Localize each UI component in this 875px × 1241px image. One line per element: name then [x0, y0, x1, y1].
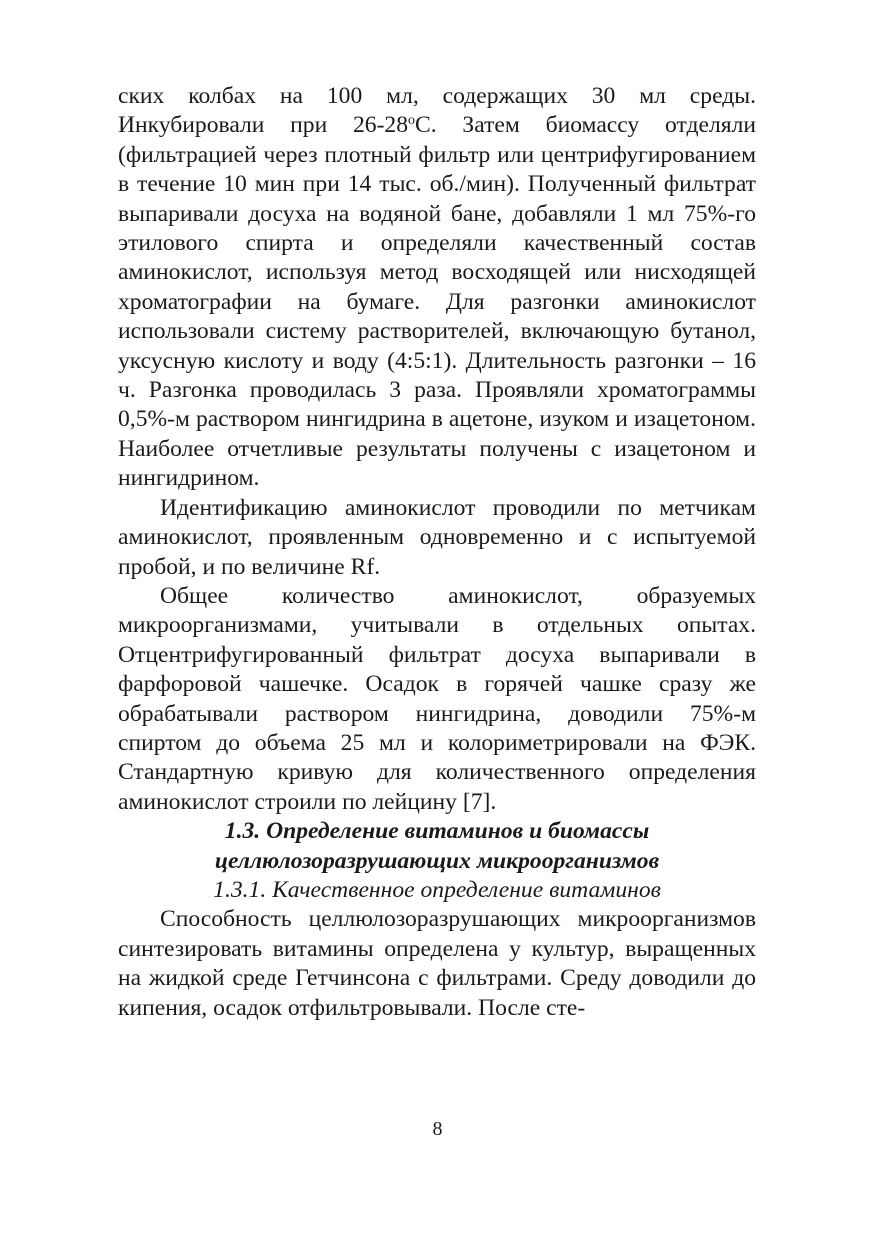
subsection-heading: 1.3.1. Качественное определение витаминов — [213, 876, 661, 903]
section-heading — [118, 817, 756, 876]
paragraph-3: Общее количество аминокислот, образуемых микроорганизмами, учитывали в отдельных опытах. Отцентрифугированный фильтрат досуха выпаривали в фарфоровой чашечке. Осадок в горячей чашке сразу же обрабатывали раствором нингидрина, доводили 75%-м спиртом до объема 25 мл и колориметрировали на ФЭК. Стандартную кривую для количественного определения аминокислот строили по лейцину [7]. — [118, 582, 756, 815]
paragraph-2: Идентификацию аминокислот проводили по метчикам аминокислот, проявленным одновременно и с испытуемой пробой, и по величине Rf. — [118, 494, 756, 580]
paragraph-1-text-a: ских колбах на 100 мл, содержащих 30 мл среды. Инкубировали при 26-28 — [118, 83, 756, 139]
section-heading-line-2: целлюлозоразрушающих микроорганизмов — [214, 847, 660, 874]
page-number: 8 — [432, 1118, 443, 1140]
body-text — [118, 82, 756, 1023]
degree-superscript: о — [408, 113, 416, 129]
section-heading-line-1: 1.3. Определение витаминов и биомассы — [224, 818, 650, 845]
paragraph-1-text-b: С. Затем биомассу отделяли (фильтрацией через плотный фильтр или центрифугированием в течение 10 мин при 14 тыс. об./мин). Полученный фильтрат выпаривали досуха на водяной бане, добавляли 1 мл 75%-го этилового спирта и определяли качественный состав аминокислот, используя метод восходящей или нисходящей хроматографии на бумаге. Для разгонки аминокислот использовали систему растворителей, включающую бутанол, уксусную кислоту и воду (4:5:1). Длительность разгонки – 16 ч. Разгонка проводилась 3 раза. Проявляли хроматограммы 0,5%-м раствором нингидрина в ацетоне, изуком и изацетоном. Наиболее отчетливые результаты получены с изацетоном и нингидрином. — [118, 112, 756, 492]
paragraph-4: Способность целлюлозоразрушающих микроорганизмов синтезировать витамины определена у культур, выращенных на жидкой среде Гетчинсона с фильтрами. Среду доводили до кипения, осадок отфильтровывали. После сте- — [118, 906, 756, 1021]
paragraph-1 — [118, 82, 756, 494]
